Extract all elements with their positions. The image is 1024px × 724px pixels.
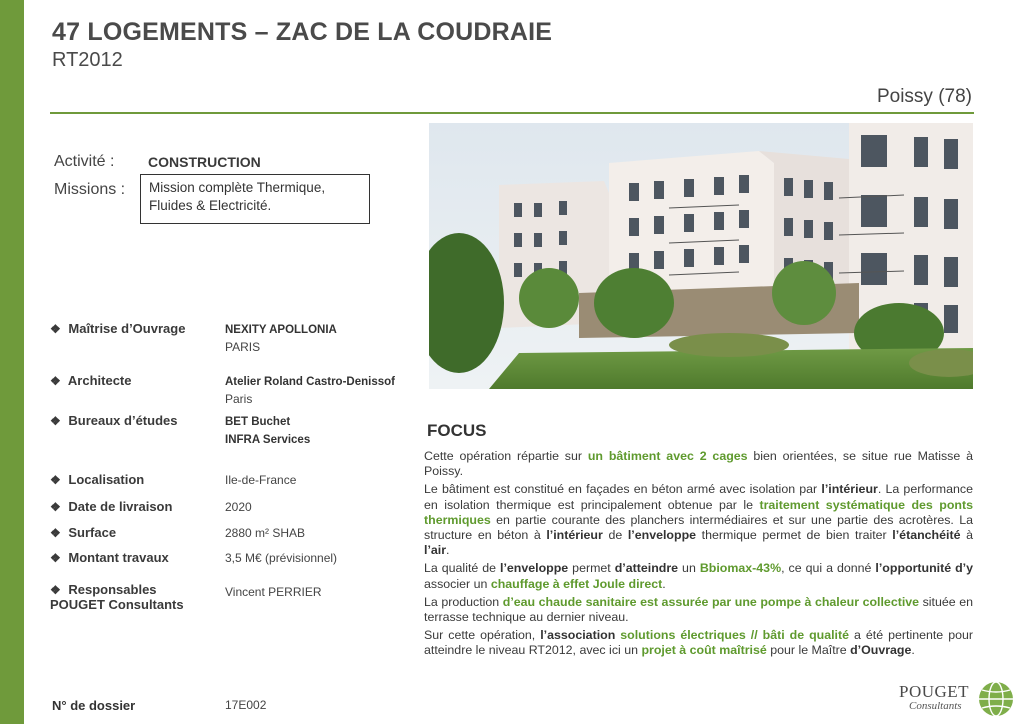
focus-paragraph-5: Sur cette opération, l’association solutions électriques // bâti de qualité a été pertinente pour atteindre le niveau RT2012, avec ici un projet à coût maîtrisé pour le Maître d’Ouvrage. [424, 628, 973, 658]
missions-box [140, 174, 370, 224]
maitrise-label: ❖ Maîtrise d’Ouvrage [50, 321, 186, 336]
focus-text [424, 449, 973, 662]
surface-label: ❖ Surface [50, 525, 117, 540]
montant-value: 3,5 M€ (prévisionnel) [225, 551, 338, 565]
montant-label: ❖ Montant travaux [50, 550, 169, 565]
bullet-icon: ❖ [50, 551, 61, 565]
sidebar-accent-bar [0, 0, 24, 724]
focus-title: FOCUS [427, 421, 487, 440]
bullet-icon: ❖ [50, 526, 61, 540]
missions-label: Missions : [54, 181, 126, 198]
responsables-label: ❖ Responsables POUGET Consultants [50, 582, 184, 612]
responsables-value: Vincent PERRIER [225, 585, 322, 599]
focus-paragraph-3: La qualité de l’enveloppe permet d’atteindre un Bbiomax-43%, ce qui a donné l’opportunité d’y associer un chauffage à effet Joule direct. [424, 561, 974, 591]
header-divider [50, 112, 974, 114]
dossier-value: 17E002 [225, 698, 267, 712]
bureaux-value: BET Buchet INFRA Services [225, 416, 311, 446]
bullet-icon: ❖ [50, 500, 61, 514]
focus-paragraph-1: Cette opération répartie sur un bâtiment avec 2 cages bien orientées, se situe rue Matisse à Poissy. [424, 449, 973, 479]
logo-subtitle: Consultants [909, 700, 962, 712]
page-subtitle: RT2012 [52, 49, 123, 71]
missions-line-2: Fluides & Electricité. [149, 198, 272, 213]
bullet-icon: ❖ [50, 473, 61, 487]
architecte-value: Atelier Roland Castro-Denissof Paris [225, 376, 395, 406]
focus-paragraph-4: La production d’eau chaude sanitaire est assurée par une pompe à chaleur collective située en terrasse technique au dernier niveau. [424, 594, 974, 625]
bullet-icon: ❖ [50, 583, 61, 597]
surface-value: 2880 m² SHAB [225, 526, 306, 540]
activity-value: CONSTRUCTION [148, 154, 261, 170]
maitrise-value: NEXITY APOLLONIA PARIS [225, 324, 337, 354]
pouget-logo [895, 680, 1019, 720]
building-photo [429, 123, 973, 389]
activity-label: Activité : [54, 153, 115, 170]
bullet-icon: ❖ [50, 322, 61, 336]
bullet-icon: ❖ [50, 374, 61, 388]
dossier-label: N° de dossier [52, 698, 136, 713]
livraison-label: ❖ Date de livraison [50, 499, 173, 514]
globe-icon [977, 680, 1015, 718]
bullet-icon: ❖ [50, 414, 61, 428]
city-label: Poissy (78) [876, 86, 972, 107]
missions-line-1: Mission complète Thermique, [149, 180, 326, 195]
architecte-label: ❖ Architecte [50, 373, 132, 388]
page-title: 47 LOGEMENTS – ZAC DE LA COUDRAIE [52, 18, 553, 46]
livraison-value: 2020 [225, 500, 252, 514]
localisation-value: Ile-de-France [225, 473, 297, 487]
localisation-label: ❖ Localisation [50, 472, 145, 487]
bureaux-label: ❖ Bureaux d’études [50, 413, 178, 428]
logo-name: POUGET [899, 682, 970, 701]
focus-paragraph-2: Le bâtiment est constitué en façades en béton armé avec isolation par l’intérieur. La performance en isolation thermique est principalement obtenue par le traitement systématique des ponts thermiques en partie courante des planchers intermédiaires et sur une partie des acrotères. La structure en béton à l’intérieur de l’enveloppe thermique permet de bien traiter l’étanchéité à l’air. [424, 482, 973, 558]
